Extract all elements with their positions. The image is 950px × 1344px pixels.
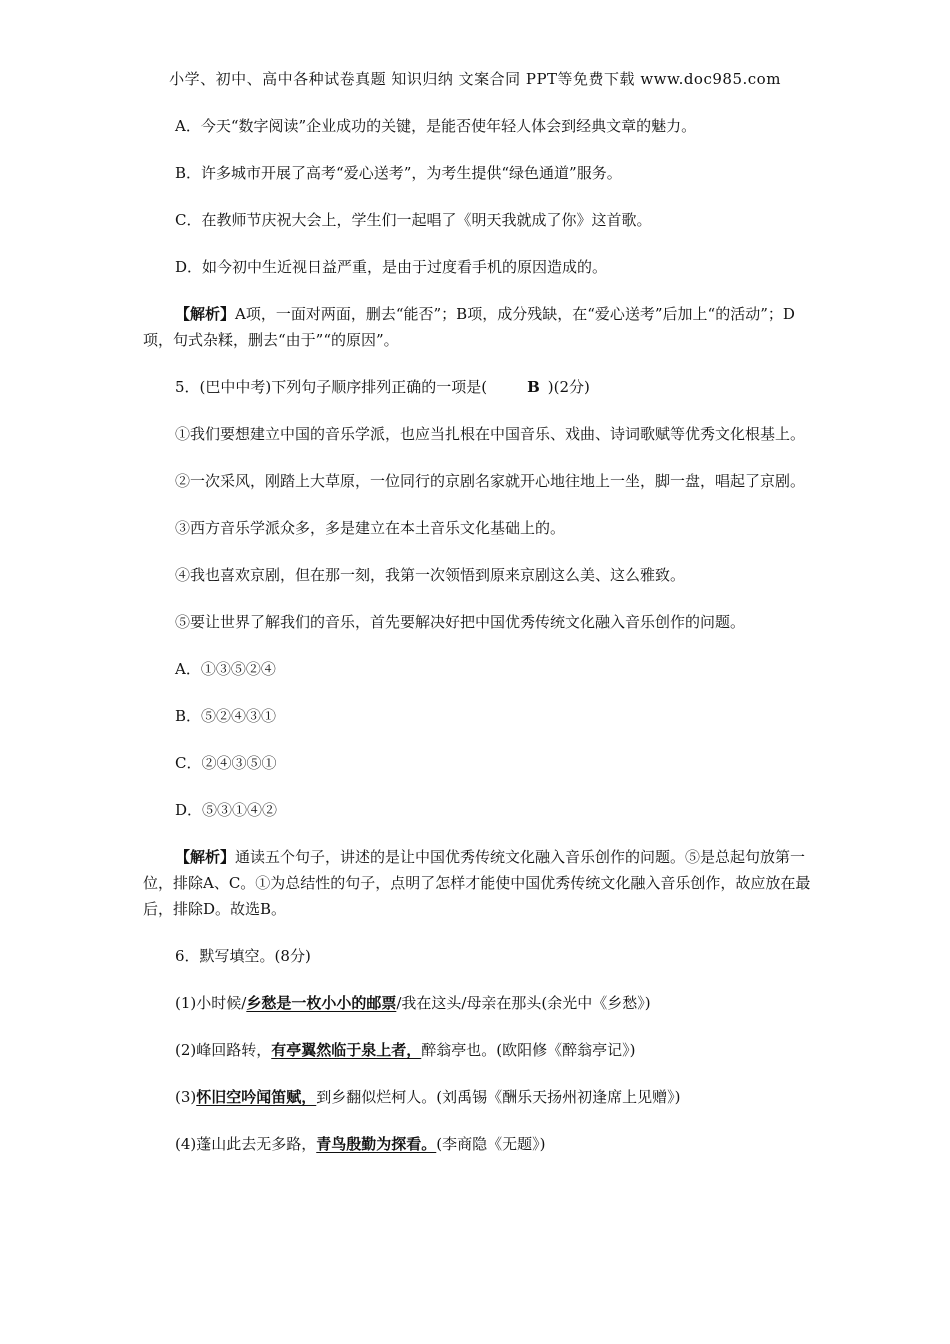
q5-answer: B	[527, 378, 540, 396]
q6-stem: 6．默写填空。(8分)	[175, 947, 311, 965]
q4-analysis	[143, 301, 811, 353]
q6-item-1	[143, 990, 811, 1016]
analysis-label: 【解析】	[175, 848, 236, 866]
item-suffix: 醉翁亭也。(欧阳修《醉翁亭记》)	[421, 1041, 636, 1059]
item-prefix: (3)	[175, 1088, 197, 1106]
q5-stem	[143, 374, 811, 400]
q6-item-4	[143, 1131, 811, 1157]
q5-analysis	[143, 844, 811, 922]
analysis-text: A项，一面对两面，删去“能否”；B项，成分残缺，在“爱心送考”后加上“的活动”；D项，句式杂糅，删去“由于”“的原因”。	[143, 305, 795, 349]
q4-option-a: A．今天“数字阅读”企业成功的关键，是能否使年轻人体会到经典文章的魅力。	[175, 117, 697, 135]
q5-sentence-3: ③西方音乐学派众多，多是建立在本土音乐文化基础上的。	[175, 519, 566, 537]
item-suffix: (李商隐《无题》)	[436, 1135, 546, 1153]
analysis-text: 通读五个句子，讲述的是让中国优秀传统文化融入音乐创作的问题。⑤是总起句放第一位，排除A、C。①为总结性的句子，点明了怎样才能使中国优秀传统文化融入音乐创作，故应放在最后，排除D。故选B。	[143, 848, 811, 918]
q5-stem-score: )(2分)	[547, 378, 590, 396]
q4-option-b: B．许多城市开展了高考“爱心送考”，为考生提供“绿色通道”服务。	[175, 164, 622, 182]
q4-option-c: C．在教师节庆祝大会上，学生们一起唱了《明天我就成了你》这首歌。	[175, 211, 652, 229]
q5-sentence-5: ⑤要让世界了解我们的音乐，首先要解决好把中国优秀传统文化融入音乐创作的问题。	[175, 613, 746, 631]
q5-sentence-2: ②一次采风，刚踏上大草原，一位同行的京剧名家就开心地往地上一坐，脚一盘，唱起了京剧。	[175, 472, 806, 490]
item-prefix: (1)小时候/	[175, 994, 247, 1012]
item-prefix: (2)峰回路转，	[175, 1041, 272, 1059]
q5-option-c: C．②④③⑤①	[175, 754, 277, 772]
item-answer: 有亭翼然临于泉上者，	[271, 1041, 422, 1059]
page-header: 小学、初中、高中各种试卷真题 知识归纳 文案合同 PPT等免费下载 www.doc985.com	[169, 70, 781, 88]
item-suffix: /我在这头/母亲在那头(余光中《乡愁》)	[396, 994, 651, 1012]
analysis-label: 【解析】	[175, 305, 236, 323]
item-suffix: 到乡翻似烂柯人。(刘禹锡《酬乐天扬州初逢席上见赠》)	[316, 1088, 681, 1106]
q5-stem-text: 5．(巴中中考)下列句子顺序排列正确的一项是(	[175, 378, 488, 396]
q5-sentence-1: ①我们要想建立中国的音乐学派，也应当扎根在中国音乐、戏曲、诗词歌赋等优秀文化根基上。	[175, 425, 806, 443]
q4-option-d: D．如今初中生近视日益严重，是由于过度看手机的原因造成的。	[175, 258, 608, 276]
document-body	[143, 113, 811, 1178]
q5-sentence-4: ④我也喜欢京剧，但在那一刻，我第一次领悟到原来京剧这么美、这么雅致。	[175, 566, 686, 584]
item-prefix: (4)蓬山此去无多路，	[175, 1135, 317, 1153]
q5-option-a: A．①③⑤②④	[175, 660, 276, 678]
item-answer: 乡愁是一枚小小的邮票	[246, 994, 397, 1012]
q5-option-b: B．⑤②④③①	[175, 707, 277, 725]
item-answer: 怀旧空吟闻笛赋，	[196, 1088, 317, 1106]
q6-item-2	[143, 1037, 811, 1063]
q5-option-d: D．⑤③①④②	[175, 801, 278, 819]
item-answer: 青鸟殷勤为探看。	[316, 1135, 437, 1153]
q6-item-3	[143, 1084, 811, 1110]
